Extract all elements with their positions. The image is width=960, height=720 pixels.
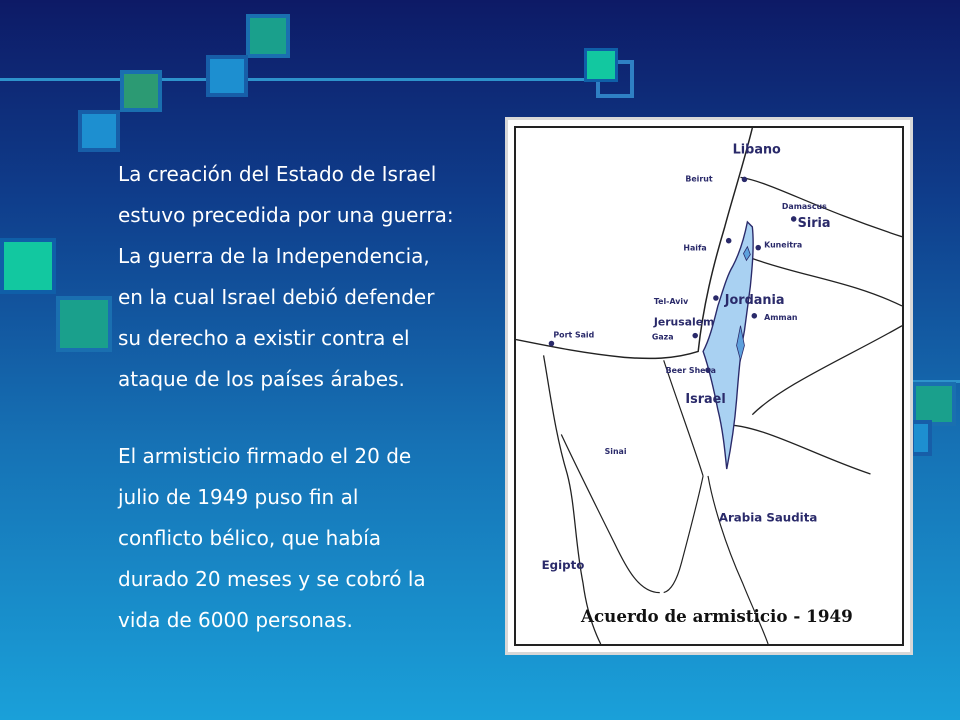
label-siria: Siria — [797, 215, 831, 231]
armistice-map — [505, 117, 913, 655]
map-canvas — [514, 126, 904, 646]
city-dot-portsaid — [549, 341, 555, 347]
text-line: vida de 6000 personas. — [118, 608, 353, 632]
label-beersheva: Beer Sheva — [665, 366, 716, 376]
label-jerusalem: Jerusalem — [653, 315, 715, 329]
paragraph-gap — [118, 400, 508, 436]
text-line: ataque de los países árabes. — [118, 367, 405, 391]
jordan-saudi-border — [752, 326, 902, 415]
city-dot-telaviv — [713, 295, 719, 301]
decorative-square — [584, 48, 618, 82]
label-sinai: Sinai — [604, 447, 627, 457]
text-line: conflicto bélico, que había — [118, 526, 382, 550]
label-damascus: Damascus — [781, 202, 827, 212]
decorative-square — [206, 55, 248, 97]
map-drawing — [516, 128, 902, 644]
map-caption: Acuerdo de armisticio - 1949 — [580, 606, 853, 627]
city-dot-gaza — [692, 333, 698, 339]
label-egipto: Egipto — [541, 557, 585, 572]
text-line: estuvo precedida por una guerra: — [118, 203, 454, 227]
label-israel: Israel — [685, 391, 726, 407]
text-line: su derecho a existir contra el — [118, 326, 410, 350]
text-line: en la cual Israel debió defender — [118, 285, 435, 309]
label-telaviv: Tel-Aviv — [653, 296, 689, 306]
city-dot-kuneitra — [755, 245, 761, 251]
gulf-of-aqaba — [664, 476, 703, 593]
paragraph-armistice — [118, 436, 508, 641]
label-kuneitra: Kuneitra — [764, 240, 803, 250]
decorative-square — [78, 110, 120, 152]
label-jordania: Jordania — [724, 292, 785, 308]
city-dot-haifa — [726, 238, 732, 244]
jordan-saudi-border-2 — [723, 425, 871, 474]
decorative-square — [246, 14, 290, 58]
sinai-egypt-border — [664, 360, 703, 476]
label-arabia: Arabia Saudita — [718, 510, 818, 525]
city-dot-beirut — [742, 177, 748, 183]
decorative-square — [56, 296, 112, 352]
label-libano: Libano — [732, 142, 781, 158]
label-gaza: Gaza — [651, 332, 674, 342]
sinai-west-coast — [541, 355, 601, 644]
label-haifa: Haifa — [683, 243, 707, 253]
label-beirut: Beirut — [685, 174, 713, 184]
decorative-square — [120, 70, 162, 112]
body-text — [118, 154, 508, 641]
text-line: durado 20 meses y se cobró la — [118, 567, 426, 591]
text-line: La creación del Estado de Israel — [118, 162, 437, 186]
decorative-line-top — [0, 78, 600, 81]
text-line: julio de 1949 puso fin al — [118, 485, 359, 509]
paragraph-creation — [118, 154, 508, 400]
label-amman: Amman — [764, 312, 798, 322]
decorative-square — [910, 420, 932, 456]
text-line: El armisticio firmado el 20 de — [118, 444, 412, 468]
decorative-square — [0, 238, 56, 294]
text-line: La guerra de la Independencia, — [118, 244, 430, 268]
label-portsaid: Port Said — [553, 330, 595, 340]
city-dot-damascus — [791, 216, 797, 222]
city-dot-amman — [752, 313, 758, 319]
